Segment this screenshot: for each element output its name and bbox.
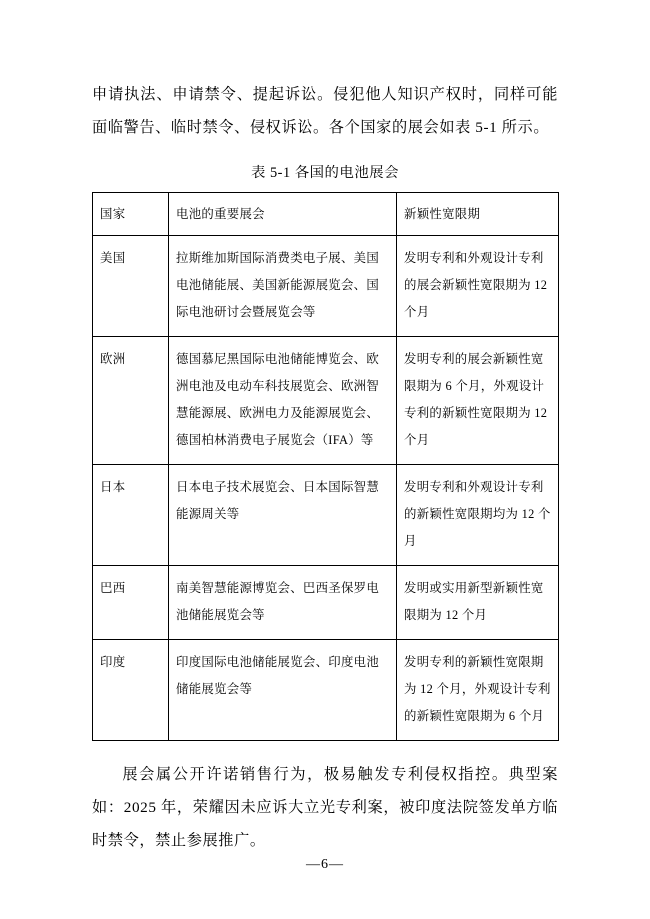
cell-country: 巴西	[93, 566, 169, 640]
table-row	[93, 236, 559, 337]
table-header-grace: 新颖性宽限期	[397, 193, 559, 236]
cell-expos: 德国慕尼黑国际电池储能博览会、欧洲电池及电动车科技展览会、欧洲智慧能源展、欧洲电力及能源展览会、德国柏林消费电子展览会（IFA）等	[169, 337, 397, 465]
cell-expos: 南美智慧能源博览会、巴西圣保罗电池储能展览会等	[169, 566, 397, 640]
battery-expo-table	[92, 192, 559, 741]
cell-country: 日本	[93, 465, 169, 566]
table-row	[93, 640, 559, 741]
cell-expos: 日本电子技术展览会、日本国际智慧能源周关等	[169, 465, 397, 566]
table-row	[93, 566, 559, 640]
cell-grace: 发明专利的展会新颖性宽限期为 6 个月，外观设计专利的新颖性宽限期为 12 个月	[397, 337, 559, 465]
cell-grace: 发明专利的新颖性宽限期为 12 个月，外观设计专利的新颖性宽限期为 6 个月	[397, 640, 559, 741]
table-row	[93, 337, 559, 465]
cell-grace: 发明专利和外观设计专利的新颖性宽限期均为 12 个月	[397, 465, 559, 566]
table-header-row	[93, 193, 559, 236]
cell-country: 印度	[93, 640, 169, 741]
paragraph-before-table: 申请执法、申请禁令、提起诉讼。侵犯他人知识产权时，同样可能面临警告、临时禁令、侵权诉讼。各个国家的展会如表 5-1 所示。	[92, 86, 558, 136]
cell-country: 欧洲	[93, 337, 169, 465]
table-caption: 表 5-1 各国的电池展会	[250, 165, 399, 181]
page-number: —6—	[306, 857, 344, 872]
cell-expos: 拉斯维加斯国际消费类电子展、美国电池储能展、美国新能源展览会、国际电池研讨会暨展览会等	[169, 236, 397, 337]
cell-country: 美国	[93, 236, 169, 337]
table-header-country: 国家	[93, 193, 169, 236]
table-header-expos: 电池的重要展会	[169, 193, 397, 236]
cell-expos: 印度国际电池储能展览会、印度电池储能展览会等	[169, 640, 397, 741]
cell-grace: 发明或实用新型新颖性宽限期为 12 个月	[397, 566, 559, 640]
paragraph-after-table: 展会属公开许诺销售行为，极易触发专利侵权指控。典型案如：2025 年，荣耀因未应诉大立光专利案，被印度法院签发单方临时禁令，禁止参展推广。	[92, 766, 558, 849]
table-row	[93, 465, 559, 566]
cell-grace: 发明专利和外观设计专利的展会新颖性宽限期为 12 个月	[397, 236, 559, 337]
